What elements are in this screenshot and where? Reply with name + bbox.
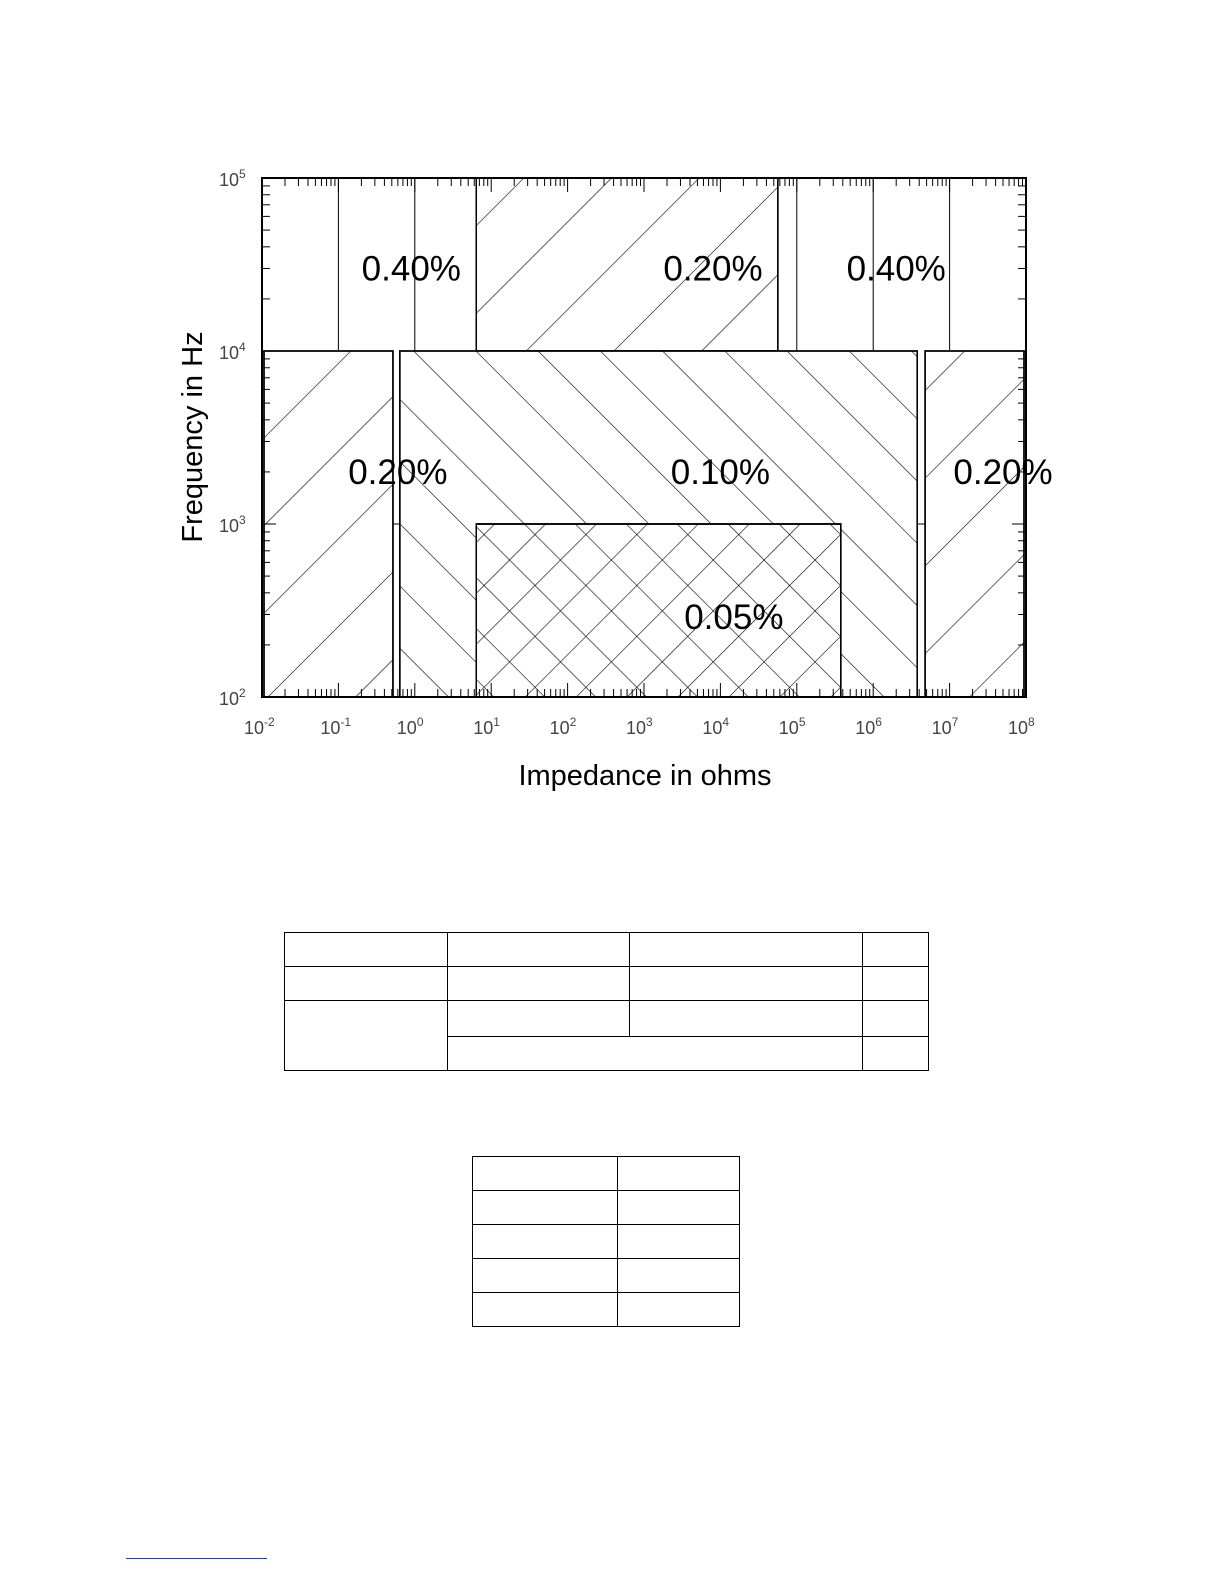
y-tick-label: $10^5$ bbox=[219, 167, 246, 190]
x-tick-label: $10^4$ bbox=[702, 715, 730, 738]
table-cell bbox=[630, 967, 863, 1001]
table-cell bbox=[630, 1001, 863, 1037]
x-tick-label: $10^8$ bbox=[1008, 715, 1035, 738]
x-axis-title: Impedance in ohms bbox=[518, 760, 772, 792]
table-cell bbox=[285, 967, 448, 1001]
blank-table-1 bbox=[284, 932, 929, 1071]
table-cell bbox=[285, 933, 448, 967]
table-row bbox=[473, 1293, 740, 1327]
table-cell bbox=[618, 1225, 740, 1259]
table-cell bbox=[863, 967, 929, 1001]
y-axis-title: Frequency in Hz bbox=[177, 331, 209, 543]
region-label: 0.20% bbox=[348, 452, 448, 492]
region bbox=[925, 351, 1024, 697]
region-hatch bbox=[925, 351, 1024, 697]
region bbox=[476, 524, 841, 697]
region-hatch bbox=[476, 524, 841, 697]
table-row bbox=[285, 1001, 929, 1037]
x-tick-label: $10^3$ bbox=[626, 715, 653, 738]
table-cell bbox=[448, 1001, 630, 1037]
table-cell bbox=[618, 1259, 740, 1293]
table-row bbox=[473, 1259, 740, 1293]
region-label: 0.40% bbox=[846, 249, 946, 289]
x-tick-label: $10^7$ bbox=[931, 715, 959, 738]
region-label: 0.10% bbox=[670, 452, 771, 492]
x-tick-label: $10^2$ bbox=[549, 715, 577, 738]
table-cell bbox=[473, 1259, 618, 1293]
x-tick-label: $10^5$ bbox=[778, 715, 806, 738]
x-tick-label: $10^0$ bbox=[396, 715, 424, 738]
x-tick-labels bbox=[244, 715, 1035, 738]
table-row bbox=[473, 1157, 740, 1191]
y-tick-labels bbox=[219, 167, 246, 709]
table-cell bbox=[448, 967, 630, 1001]
region bbox=[264, 351, 393, 697]
table-cell bbox=[448, 933, 630, 967]
table-cell bbox=[473, 1225, 618, 1259]
table-row bbox=[473, 1225, 740, 1259]
table-row bbox=[285, 967, 929, 1001]
table-cell bbox=[863, 1037, 929, 1071]
blank-table-2 bbox=[472, 1156, 740, 1327]
footnote-separator bbox=[126, 1558, 267, 1559]
table-cell bbox=[448, 1037, 863, 1071]
x-tick-label: $10^{-1}$ bbox=[320, 715, 352, 738]
table-cell bbox=[285, 1001, 448, 1071]
x-tick-label: $10^6$ bbox=[855, 715, 882, 738]
table-cell bbox=[630, 933, 863, 967]
x-tick-label: $10^1$ bbox=[473, 715, 500, 738]
table-cell bbox=[863, 933, 929, 967]
table-cell bbox=[473, 1293, 618, 1327]
table-cell bbox=[618, 1191, 740, 1225]
region-label: 0.20% bbox=[663, 249, 763, 289]
region-label: 0.40% bbox=[361, 249, 461, 289]
table-cell bbox=[473, 1191, 618, 1225]
table-cell bbox=[618, 1157, 740, 1191]
region-hatch bbox=[264, 351, 393, 697]
table-cell bbox=[473, 1157, 618, 1191]
x-tick-label: $10^{-2}$ bbox=[244, 715, 275, 738]
region-label: 0.20% bbox=[953, 452, 1053, 492]
y-tick-label: $10^2$ bbox=[219, 686, 246, 709]
table-cell bbox=[618, 1293, 740, 1327]
y-tick-label: $10^3$ bbox=[219, 513, 246, 536]
region-label: 0.05% bbox=[684, 598, 784, 638]
table-cell bbox=[863, 1001, 929, 1037]
table-row bbox=[285, 933, 929, 967]
table-row bbox=[473, 1191, 740, 1225]
y-tick-label: $10^4$ bbox=[219, 340, 246, 363]
